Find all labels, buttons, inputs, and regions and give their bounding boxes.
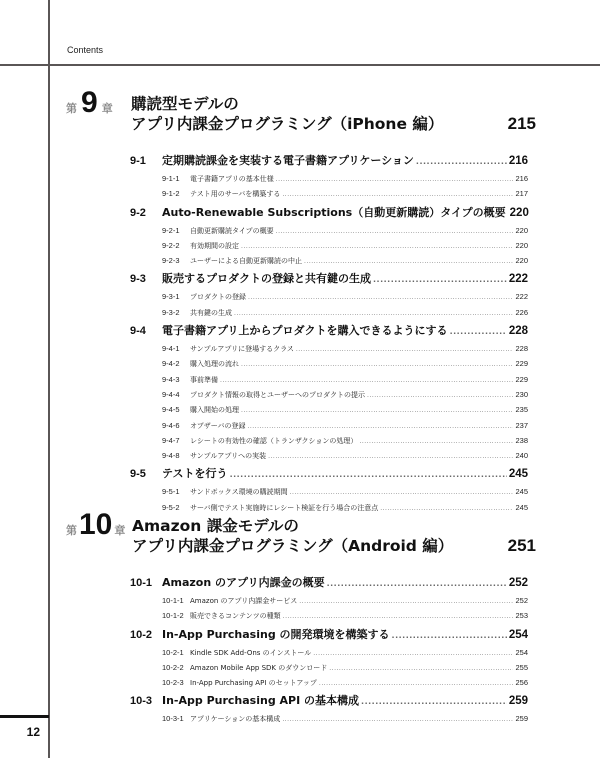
- subsection-entry[interactable]: [130, 484, 528, 499]
- subsection-entry-number: 9-4-3: [162, 374, 180, 384]
- subsection-entry-page: 229: [515, 374, 528, 384]
- subsection-entry-page: 240: [515, 451, 528, 461]
- subsection-entry[interactable]: [130, 608, 528, 623]
- subsection-entry[interactable]: [130, 418, 528, 433]
- section-entry-page: 252: [508, 577, 528, 589]
- subsection-entry-number: 9-2-3: [162, 256, 180, 266]
- section-entry[interactable]: [130, 690, 528, 711]
- subsection-entry-number: 10-1-2: [162, 611, 184, 621]
- subsection-entry-title: 有効期間の設定: [190, 241, 239, 250]
- subsection-entry-title: 購入開始の処理: [190, 406, 239, 415]
- subsection-entry-page: 252: [515, 596, 528, 605]
- subsection-entry[interactable]: [130, 448, 528, 463]
- section-entry-number: 10-1: [130, 577, 153, 589]
- section-entry-title: 定期購読課金を実装する電子書籍アプリケーション: [162, 154, 414, 167]
- subsection-entry[interactable]: [130, 253, 528, 268]
- subsection-entry-number: 10-3-1: [162, 714, 184, 724]
- subsection-entry-page: 220: [515, 225, 528, 235]
- subsection-entry-title: Kindle SDK Add-Ons のインストール: [190, 648, 312, 657]
- subsection-entry-number: 9-2-1: [162, 225, 180, 235]
- subsection-entry-number: 10-1-1: [162, 596, 184, 605]
- chapter-heading: [66, 510, 536, 560]
- subsection-entry[interactable]: [130, 341, 528, 356]
- chapter-title-line1: 購読型モデルの: [131, 95, 239, 113]
- leader-dots: [248, 290, 513, 305]
- subsection-entry-page: 220: [515, 256, 528, 266]
- section-entry-page: 245: [508, 468, 528, 481]
- leader-dots: [241, 357, 513, 372]
- subsection-entry-title: テスト用のサーバを構築する: [190, 190, 281, 199]
- chapter-title-line1: Amazon 課金モデルの: [132, 517, 299, 535]
- section-entry[interactable]: [130, 463, 528, 484]
- subsection-entry-title: 電子書籍アプリの基本仕様: [190, 175, 274, 183]
- subsection-entry-number: 9-1-1: [162, 174, 180, 183]
- subsection-entry[interactable]: [130, 171, 528, 186]
- chapter-toc: [130, 572, 528, 727]
- leader-dots: [290, 485, 514, 500]
- subsection-entry-number: 9-5-1: [162, 487, 180, 497]
- chapter-page: 215: [507, 114, 536, 133]
- subsection-entry-title: サンドボックス環境の購読期間: [190, 488, 288, 497]
- section-entry-number: 9-2: [130, 206, 146, 219]
- section-entry[interactable]: [130, 150, 528, 171]
- leader-dots: [220, 373, 513, 388]
- subsection-entry-page: 229: [515, 359, 528, 369]
- subsection-entry[interactable]: [130, 711, 528, 726]
- chapter-heading: [66, 88, 536, 138]
- subsection-entry-title: オブザーバの登録: [190, 421, 246, 430]
- leader-dots: [282, 712, 513, 727]
- section-entry-page: 220: [509, 206, 529, 219]
- subsection-entry[interactable]: [130, 356, 528, 371]
- section-entry-number: 10-2: [130, 628, 153, 641]
- section-entry[interactable]: [130, 320, 528, 341]
- subsection-entry[interactable]: [130, 593, 528, 608]
- subsection-entry-number: 9-4-5: [162, 405, 180, 415]
- subsection-entry-page: 254: [515, 647, 528, 657]
- leader-dots: [276, 224, 514, 239]
- subsection-entry[interactable]: [130, 238, 528, 253]
- chapter-title: [132, 516, 453, 556]
- subsection-entry[interactable]: [130, 387, 528, 402]
- leader-dots: [283, 609, 514, 624]
- chapter-title-line2: アプリ内課金プログラミング（Android 編）: [132, 537, 454, 555]
- subsection-entry[interactable]: [130, 645, 528, 660]
- chapter-toc: [130, 150, 528, 515]
- leader-dots: [282, 187, 513, 202]
- section-entry-number: 9-5: [130, 468, 146, 481]
- leader-dots: [392, 625, 507, 646]
- subsection-entry-page: 230: [515, 389, 528, 399]
- subsection-entry-page: 235: [515, 405, 528, 415]
- subsection-entry-number: 9-4-8: [162, 451, 180, 461]
- subsection-entry-page: 220: [515, 240, 528, 250]
- section-entry[interactable]: [130, 268, 528, 289]
- subsection-entry[interactable]: [130, 660, 528, 675]
- subsection-entry-number: 9-5-2: [162, 502, 180, 512]
- section-entry-number: 9-1: [130, 155, 146, 167]
- running-header: Contents: [67, 45, 104, 55]
- section-entry-title: 販売するプロダクトの登録と共有鍵の生成: [162, 272, 371, 286]
- margin-vertical-rule: [48, 0, 50, 758]
- chapter-page: 251: [507, 536, 536, 555]
- section-entry-number: 9-3: [130, 273, 146, 286]
- leader-dots: [373, 269, 507, 290]
- subsection-entry-title: プロダクト情報の取得とユーザーへのプロダクトの提示: [190, 390, 365, 399]
- chapter-title: [131, 94, 443, 134]
- chapter-prefix: 第: [66, 524, 77, 537]
- subsection-entry-page: 253: [515, 611, 528, 621]
- leader-dots: [367, 388, 513, 403]
- subsection-entry-page: 217: [515, 189, 528, 199]
- leader-dots: [241, 239, 513, 254]
- subsection-entry-title: 自動更新購読タイプの概要: [190, 226, 274, 235]
- section-entry-title: In-App Purchasing の開発環境を構築する: [162, 627, 390, 641]
- chapter-suffix: 章: [101, 102, 113, 115]
- leader-dots: [450, 321, 507, 342]
- section-entry-title: Amazon のアプリ内課金の概要: [162, 576, 325, 589]
- subsection-entry-number: 10-2-3: [162, 678, 184, 688]
- footer-rule: [0, 715, 49, 718]
- section-entry-number: 10-3: [130, 695, 153, 708]
- chapter-label: [66, 510, 125, 540]
- subsection-entry-page: 238: [515, 435, 528, 445]
- leader-dots: [327, 573, 507, 594]
- subsection-entry[interactable]: [130, 223, 528, 238]
- subsection-entry-number: 9-3-2: [162, 307, 180, 317]
- subsection-entry-page: 228: [515, 344, 528, 354]
- subsection-entry-title: ユーザーによる自動更新購読の中止: [190, 257, 302, 266]
- leader-dots: [296, 342, 514, 357]
- subsection-entry-page: 245: [515, 487, 528, 497]
- section-entry-page: 259: [508, 695, 528, 708]
- subsection-entry-number: 9-1-2: [162, 189, 180, 199]
- section-entry[interactable]: [130, 202, 528, 223]
- section-entry-page: 222: [508, 273, 528, 286]
- subsection-entry[interactable]: [130, 402, 528, 417]
- subsection-entry-number: 10-2-2: [162, 662, 184, 672]
- leader-dots: [416, 151, 507, 172]
- section-entry-title: Auto-Renewable Subscriptions（自動更新購読）タイプの概要: [162, 205, 506, 219]
- subsection-entry-number: 9-4-4: [162, 389, 180, 399]
- leader-dots: [247, 419, 513, 434]
- page-number: 12: [26, 725, 40, 739]
- section-entry[interactable]: [130, 624, 528, 645]
- subsection-entry-title: In-App Purchasing API のセットアップ: [190, 679, 317, 688]
- subsection-entry[interactable]: [130, 186, 528, 201]
- subsection-entry-title: プロダクトの登録: [190, 293, 246, 302]
- section-entry-number: 9-4: [130, 325, 146, 338]
- section-entry-page: 254: [508, 628, 528, 641]
- section-entry-title: 電子書籍アプリ上からプロダクトを購入できるようにする: [162, 324, 448, 338]
- leader-dots: [230, 464, 507, 485]
- subsection-entry-title: レシートの有効性の確認（トランザクションの処理）: [190, 436, 358, 445]
- section-entry-page: 216: [508, 155, 528, 167]
- subsection-entry-title: 共有鍵の生成: [190, 308, 232, 317]
- leader-dots: [313, 646, 513, 661]
- subsection-entry-number: 9-3-1: [162, 292, 180, 302]
- subsection-entry-page: 226: [515, 307, 528, 317]
- chapter-number: 9: [81, 86, 98, 119]
- leader-dots: [234, 306, 513, 321]
- subsection-entry[interactable]: [130, 675, 528, 690]
- leader-dots: [268, 449, 513, 464]
- subsection-entry-title: サーバ側でテスト実施時にレシート検証を行う場合の注意点: [190, 503, 379, 512]
- chapter-title-line2: アプリ内課金プログラミング（iPhone 編）: [131, 115, 444, 133]
- subsection-entry-page: 222: [515, 292, 528, 302]
- subsection-entry-number: 9-4-2: [162, 359, 180, 369]
- subsection-entry-page: 256: [515, 678, 528, 688]
- subsection-entry-title: 販売できるコンテンツの種類: [190, 612, 281, 621]
- leader-dots: [361, 691, 507, 712]
- leader-dots: [319, 676, 514, 691]
- subsection-entry-title: サンプルアプリへの実装: [190, 452, 267, 461]
- subsection-entry-title: Amazon のアプリ内課金サービス: [190, 597, 298, 605]
- section-entry-page: 228: [508, 325, 528, 338]
- subsection-entry-page: 216: [515, 174, 528, 183]
- subsection-entry-number: 9-2-2: [162, 240, 180, 250]
- subsection-entry-page: 255: [515, 662, 528, 672]
- subsection-entry-page: 245: [515, 502, 528, 512]
- chapter-number: 10: [79, 508, 113, 541]
- subsection-entry-title: 購入処理の流れ: [190, 360, 239, 369]
- subsection-entry-number: 10-2-1: [162, 647, 184, 657]
- subsection-entry[interactable]: [130, 372, 528, 387]
- subsection-entry-title: 事前準備: [190, 375, 218, 384]
- leader-dots: [299, 594, 513, 609]
- leader-dots: [304, 254, 513, 269]
- subsection-entry-page: 237: [515, 420, 528, 430]
- subsection-entry[interactable]: [130, 433, 528, 448]
- leader-dots: [276, 172, 514, 187]
- subsection-entry[interactable]: [130, 305, 528, 320]
- subsection-entry-title: Amazon Mobile App SDK のダウンロード: [190, 663, 328, 672]
- leader-dots: [329, 661, 513, 676]
- subsection-entry-title: アプリケーションの基本構成: [190, 715, 281, 724]
- header-horizontal-rule: [0, 64, 600, 66]
- leader-dots: [241, 403, 513, 418]
- subsection-entry-number: 9-4-7: [162, 435, 180, 445]
- chapter-prefix: 第: [66, 102, 77, 115]
- subsection-entry-number: 9-4-6: [162, 420, 180, 430]
- leader-dots: [359, 434, 513, 449]
- subsection-entry[interactable]: [130, 289, 528, 304]
- section-entry-title: テストを行う: [162, 467, 228, 481]
- subsection-entry-title: サンプルアプリに登場するクラス: [190, 345, 294, 354]
- subsection-entry-page: 259: [515, 714, 528, 724]
- section-entry-title: In-App Purchasing API の基本構成: [162, 694, 360, 708]
- chapter-suffix: 章: [114, 524, 126, 537]
- section-entry[interactable]: [130, 572, 528, 593]
- subsection-entry-number: 9-4-1: [162, 344, 180, 354]
- chapter-label: [66, 88, 113, 118]
